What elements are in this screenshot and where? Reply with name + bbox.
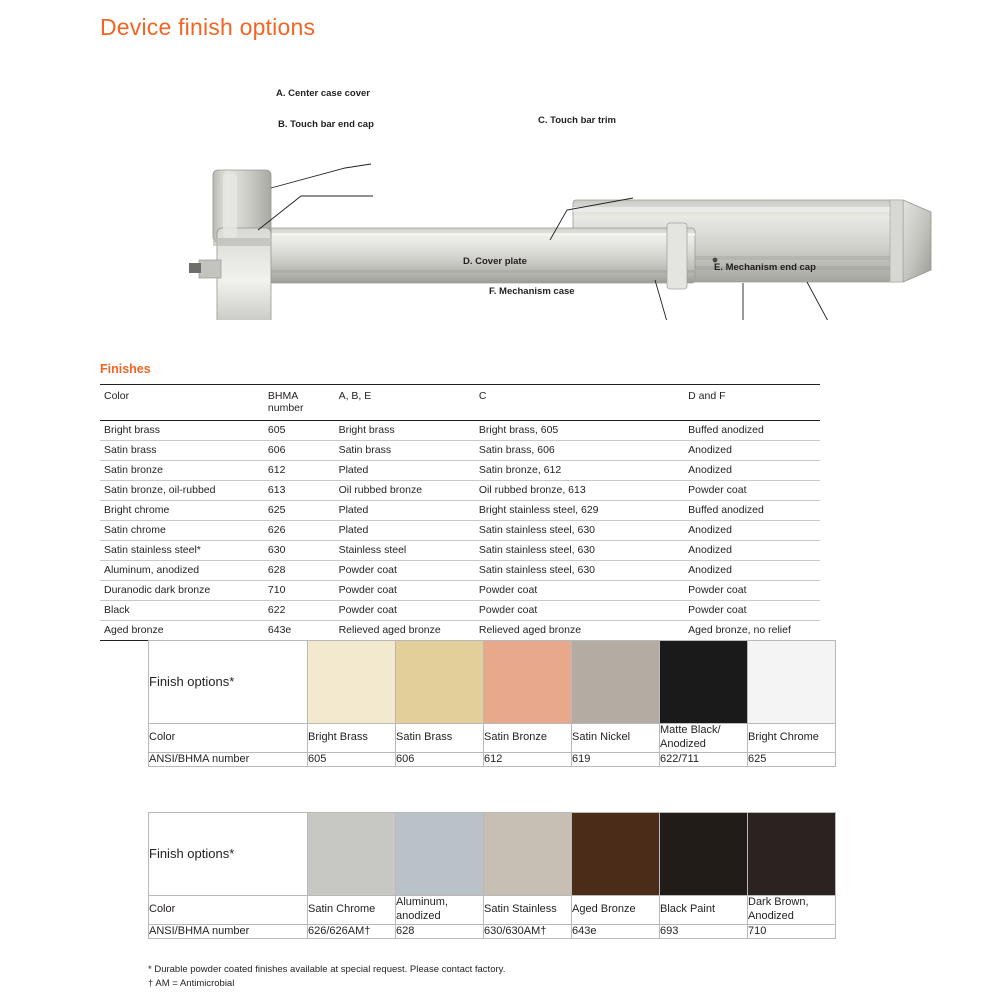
swatch-number-1-5: 622/711 <box>660 752 748 767</box>
cell-c: Satin stainless steel, 630 <box>475 560 684 580</box>
swatch-number-1-4: 619 <box>572 752 660 767</box>
swatch-name-1-2: Satin Brass <box>396 724 484 753</box>
swatch-name-2-4: Aged Bronze <box>572 896 660 925</box>
cell-color: Bright chrome <box>100 500 264 520</box>
cell-abe: Plated <box>335 500 475 520</box>
cell-color: Black <box>100 600 264 620</box>
cell-bhma: 606 <box>264 440 335 460</box>
cell-c: Bright brass, 605 <box>475 420 684 440</box>
cell-df: Powder coat <box>684 580 820 600</box>
cell-df: Buffed anodized <box>684 420 820 440</box>
table-row <box>100 480 820 500</box>
table-row <box>100 600 820 620</box>
swatch-number-2-6: 710 <box>748 924 836 939</box>
row-label-number-2: ANSI/BHMA number <box>149 924 308 939</box>
swatch-name-2-5: Black Paint <box>660 896 748 925</box>
cell-color: Satin stainless steel* <box>100 540 264 560</box>
cell-color: Bright brass <box>100 420 264 440</box>
footnote-dagger: † AM = Antimicrobial <box>148 977 235 989</box>
center-case-shape <box>189 170 271 320</box>
callout-label-f: F. Mechanism case <box>489 286 575 297</box>
swatch-name-1-1: Bright Brass <box>308 724 396 753</box>
cell-c: Satin brass, 606 <box>475 440 684 460</box>
cell-color: Satin bronze <box>100 460 264 480</box>
cell-abe: Relieved aged bronze <box>335 620 475 640</box>
swatch-number-2-2: 628 <box>396 924 484 939</box>
finish-options-title-2: Finish options* <box>149 813 308 896</box>
finishes-header-df: D and F <box>684 385 820 421</box>
cell-abe: Powder coat <box>335 600 475 620</box>
cell-c: Satin stainless steel, 630 <box>475 520 684 540</box>
finish-options-table-2 <box>148 812 836 939</box>
cell-df: Anodized <box>684 520 820 540</box>
swatch-name-2-1: Satin Chrome <box>308 896 396 925</box>
table-row <box>100 540 820 560</box>
cell-df: Buffed anodized <box>684 500 820 520</box>
table-row <box>100 420 820 440</box>
swatch-number-1-1: 605 <box>308 752 396 767</box>
swatch-number-2-3: 630/630AM† <box>484 924 572 939</box>
swatch-number-2-5: 693 <box>660 924 748 939</box>
cell-bhma: 710 <box>264 580 335 600</box>
table-row <box>100 560 820 580</box>
swatch-number-row <box>149 752 836 767</box>
cell-abe: Stainless steel <box>335 540 475 560</box>
swatch-number-2-4: 643e <box>572 924 660 939</box>
swatch-name-1-6: Bright Chrome <box>748 724 836 753</box>
cell-abe: Oil rubbed bronze <box>335 480 475 500</box>
cell-c: Powder coat <box>475 580 684 600</box>
cell-df: Powder coat <box>684 600 820 620</box>
finishes-heading: Finishes <box>100 362 151 376</box>
finishes-header-abe: A, B, E <box>335 385 475 421</box>
swatch-satin-bronze <box>484 641 572 724</box>
finishes-header-color: Color <box>100 385 264 421</box>
footnotes <box>148 963 505 991</box>
swatch-number-1-3: 612 <box>484 752 572 767</box>
swatch-satin-brass <box>396 641 484 724</box>
swatch-name-1-5: Matte Black/ Anodized <box>660 724 748 753</box>
finishes-header-c: C <box>475 385 684 421</box>
cell-bhma: 605 <box>264 420 335 440</box>
page-title: Device finish options <box>100 14 316 40</box>
table-row <box>100 580 820 600</box>
cell-color: Duranodic dark bronze <box>100 580 264 600</box>
swatch-name-2-2: Aluminum, anodized <box>396 896 484 925</box>
cell-color: Satin brass <box>100 440 264 460</box>
swatch-name-2-3: Satin Stainless <box>484 896 572 925</box>
cell-bhma: 630 <box>264 540 335 560</box>
swatch-number-1-6: 625 <box>748 752 836 767</box>
swatch-black-paint <box>660 813 748 896</box>
swatch-row <box>149 641 836 724</box>
cell-df: Powder coat <box>684 480 820 500</box>
cell-df: Anodized <box>684 440 820 460</box>
cell-abe: Powder coat <box>335 580 475 600</box>
finish-options-block-1 <box>148 640 836 767</box>
cell-df: Anodized <box>684 460 820 480</box>
cell-abe: Satin brass <box>335 440 475 460</box>
cell-c: Relieved aged bronze <box>475 620 684 640</box>
swatch-bright-chrome <box>748 641 836 724</box>
cell-df: Aged bronze, no relief <box>684 620 820 640</box>
cell-df: Anodized <box>684 560 820 580</box>
cell-bhma: 612 <box>264 460 335 480</box>
table-row <box>100 620 820 640</box>
device-illustration <box>95 70 945 320</box>
cell-abe: Plated <box>335 460 475 480</box>
device-diagram <box>95 70 945 320</box>
cell-c: Satin bronze, 612 <box>475 460 684 480</box>
callout-label-c: C. Touch bar trim <box>538 115 616 126</box>
cell-c: Satin stainless steel, 630 <box>475 540 684 560</box>
finish-options-table-1 <box>148 640 836 767</box>
swatch-name-2-6: Dark Brown, Anodized <box>748 896 836 925</box>
swatch-aged-bronze <box>572 813 660 896</box>
swatch-satin-chrome <box>308 813 396 896</box>
table-row <box>100 460 820 480</box>
swatch-aluminum-anodized <box>396 813 484 896</box>
cell-c: Powder coat <box>475 600 684 620</box>
cell-bhma: 628 <box>264 560 335 580</box>
row-label-number-1: ANSI/BHMA number <box>149 752 308 767</box>
cell-bhma: 643e <box>264 620 335 640</box>
cell-abe: Bright brass <box>335 420 475 440</box>
finishes-header-bhma-line2: number <box>267 402 304 415</box>
swatch-number-2-1: 626/626AM† <box>308 924 396 939</box>
finish-options-title-1: Finish options* <box>149 641 308 724</box>
cell-bhma: 626 <box>264 520 335 540</box>
swatch-bright-brass <box>308 641 396 724</box>
swatch-satin-nickel <box>572 641 660 724</box>
finishes-table <box>100 384 820 641</box>
row-label-color-1: Color <box>149 724 308 753</box>
callout-label-a: A. Center case cover <box>276 88 370 99</box>
swatch-dark-brown-anodized <box>748 813 836 896</box>
finishes-header-bhma <box>264 385 335 421</box>
cell-abe: Powder coat <box>335 560 475 580</box>
cell-c: Oil rubbed bronze, 613 <box>475 480 684 500</box>
swatch-number-1-2: 606 <box>396 752 484 767</box>
table-row <box>100 440 820 460</box>
swatch-color-row <box>149 724 836 753</box>
finishes-table-header-row <box>100 385 820 421</box>
finish-options-block-2 <box>148 812 836 939</box>
swatch-number-row <box>149 924 836 939</box>
swatch-matte-black <box>660 641 748 724</box>
cell-df: Anodized <box>684 540 820 560</box>
callout-label-d: D. Cover plate <box>463 256 527 267</box>
cell-bhma: 625 <box>264 500 335 520</box>
cell-color: Satin chrome <box>100 520 264 540</box>
swatch-name-1-3: Satin Bronze <box>484 724 572 753</box>
cell-color: Aluminum, anodized <box>100 560 264 580</box>
table-row <box>100 500 820 520</box>
swatch-name-1-4: Satin Nickel <box>572 724 660 753</box>
finishes-header-bhma-line1: BHMA <box>267 390 299 402</box>
table-row <box>100 520 820 540</box>
cell-abe: Plated <box>335 520 475 540</box>
cell-color: Aged bronze <box>100 620 264 640</box>
cell-color: Satin bronze, oil-rubbed <box>100 480 264 500</box>
cell-bhma: 613 <box>264 480 335 500</box>
row-label-color-2: Color <box>149 896 308 925</box>
cell-bhma: 622 <box>264 600 335 620</box>
swatch-row <box>149 813 836 896</box>
callout-label-e: E. Mechanism end cap <box>714 262 816 273</box>
footnote-asterisk: * Durable powder coated finishes available at special request. Please contact factory. <box>148 964 506 975</box>
swatch-satin-stainless <box>484 813 572 896</box>
cell-c: Bright stainless steel, 629 <box>475 500 684 520</box>
swatch-color-row <box>149 896 836 925</box>
callout-label-b: B. Touch bar end cap <box>278 119 374 130</box>
